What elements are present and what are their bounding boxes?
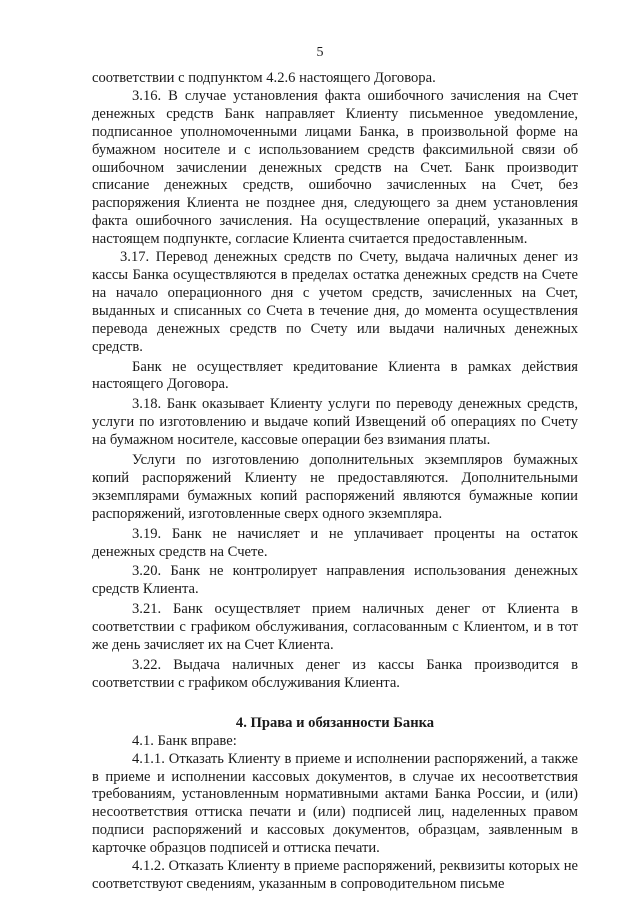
paragraph-3-20: 3.20. Банк не контролирует направления использования денежных средств Клиента.: [92, 563, 578, 598]
paragraph-additional-copies: Услуги по изготовлению дополнительных экземпляров бумажных копий распоряжений Клиенту не предоставляются. Дополнительными экземплярами бумажных копий распоряжений являются бумажные копии распоряжений, изготовленные сверх одного экземпляра.: [92, 452, 578, 522]
paragraph-4-1-1: 4.1.1. Отказать Клиенту в приеме и исполнении распоряжений, а также в приеме и исполнении кассовых документов, в случае их несоответствия требованиям, установленным нормативными актами Банка России, и (или) несоответствия оттиска печати и (или) подписей лиц, наделенных правом подписи распоряжений и кассовых документов, образцам, заявленным в карточке образцов подписей и оттиска печати.: [92, 750, 578, 857]
paragraph-3-22: 3.22. Выдача наличных денег из кассы Банка производится в соответствии с графиком обслуживания Клиента.: [92, 657, 578, 691]
section-heading: 4. Права и обязанности Банка: [235, 714, 435, 731]
paragraph-3-17: 3.17. Перевод денежных средств по Счету, выдача наличных денег из кассы Банка осуществляются в пределах остатка денежных средств на Счете на начало операционного дня с учетом средств, зачисленных на Счет, выданных и списанных со Счета в течение дня, до момента осуществления перевода денежных средств по Счету или выдачи наличных денежных средств.: [92, 249, 578, 355]
paragraph-4-1-2: 4.1.2. Отказать Клиенту в приеме распоряжений, реквизиты которых не соответствуют сведениям, указанным в сопроводительном письме: [92, 858, 578, 892]
paragraph-3-19: 3.19. Банк не начисляет и не уплачивает проценты на остаток денежных средств на Счете.: [92, 525, 578, 560]
document-body: [92, 70, 578, 894]
page-number: 5: [316, 45, 324, 60]
paragraph-4-1: 4.1. Банк вправе:: [132, 732, 237, 749]
paragraph-continuation: соответствии с подпунктом 4.2.6 настоящего Договора.: [92, 70, 436, 86]
paragraph-3-18: 3.18. Банк оказывает Клиенту услуги по переводу денежных средств, услуги по изготовлению и выдаче копий Извещений об операциях по Счету на бумажном носителе, кассовые операции без взимания платы.: [92, 396, 578, 449]
paragraph-3-16: 3.16. В случае установления факта ошибочного зачисления на Счет денежных средств Банк направляет Клиенту письменное уведомление, подписанное уполномоченными лицами Банка, в произвольной форме на бумажном носителе и с использованием средств факсимильной связи об ошибочном зачислении денежных средств на Счет. Банк производит списание денежных средств, ошибочно зачисленных на Счет, без распоряжения Клиента не позднее дня, следующего за днем установления факта ошибочного зачисления. На осуществление операций, указанных в настоящем подпункте, согласие Клиента считается предоставленным.: [92, 87, 578, 248]
paragraph-3-21: 3.21. Банк осуществляет прием наличных денег от Клиента в соответствии с графиком обслуживания, согласованным с Клиентом, и в тот же день зачисляет их на Счет Клиента.: [92, 601, 578, 654]
paragraph-no-credit: Банк не осуществляет кредитование Клиента в рамках действия настоящего Договора.: [92, 358, 578, 393]
